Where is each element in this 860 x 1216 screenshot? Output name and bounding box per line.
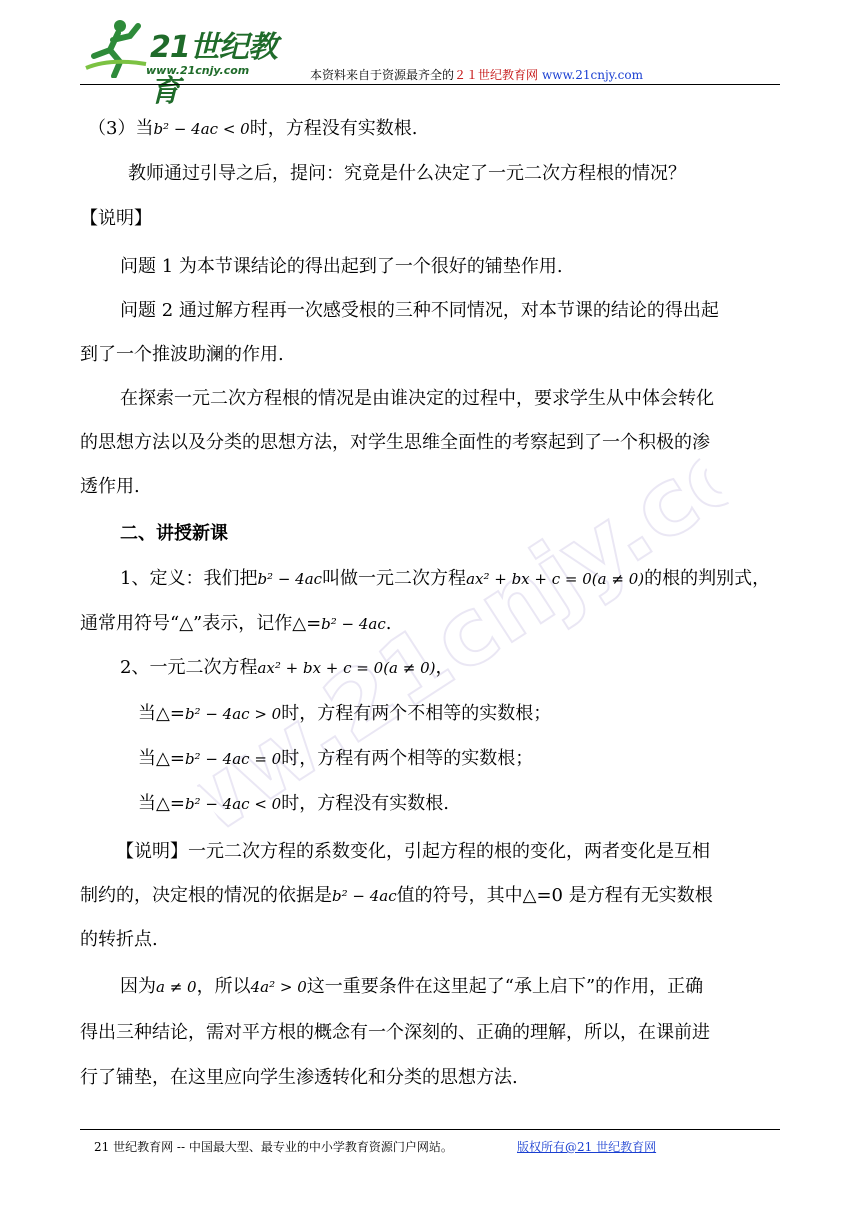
case-negative: 当△=b² − 4ac < 0时，方程没有实数根. [138,793,449,814]
footer-text: 21 世纪教育网 -- 中国最大型、最专业的中小学教育资源门户网站。 [94,1140,453,1154]
footer-divider [80,1129,780,1130]
note-line-2: 制约的，决定根的情况的依据是b² − 4ac值的符号，其中△=0 是方程有无实数根 [80,885,713,906]
header-note-url[interactable]: www.21cnjy.com [542,68,643,82]
case-zero: 当△=b² − 4ac = 0时，方程有两个相等的实数根； [138,748,534,769]
copyright-link[interactable]: 版权所有@21 世纪教育网 [517,1140,657,1154]
paragraph: 在探索一元二次方程根的情况是由谁决定的过程中，要求学生从中体会转化 [120,388,714,409]
section-heading: 二、讲授新课 [120,523,228,544]
case-positive: 当△=b² − 4ac > 0时，方程有两个不相等的实数根； [138,703,552,724]
paragraph: 的思想方法以及分类的思想方法，对学生思维全面性的考察起到了一个积极的渗 [80,432,710,453]
paragraph-line-1: 因为a ≠ 0，所以4a² > 0这一重要条件在这里起了“承上启下”的作用，正确 [120,976,704,997]
definition-line: 1、定义：我们把b² − 4ac叫做一元二次方程ax² + bx + c = 0(a ≠ 0)的根的判别式， [120,568,771,589]
paragraph: 到了一个推波助澜的作用. [80,344,284,365]
paragraph: 问题 2 通过解方程再一次感受根的三种不同情况，对本节课的结论的得出起 [120,300,719,321]
paragraph: 透作用. [80,476,140,497]
math-expr: b² − 4ac < 0 [153,120,250,138]
header-note [310,66,643,83]
definition-line-2: 通常用符号“△”表示，记作△=b² − 4ac. [80,613,392,634]
watermark-text: www.21cnjy.com [164,409,756,871]
explanation-label: 【说明】 [80,208,152,229]
header-note-site: ２１世纪教育网 [454,68,539,82]
site-logo [80,18,285,109]
header-note-prefix: 本资料来自于资源最齐全的 [310,68,455,82]
condition-line-3: （3）当b² − 4ac < 0时，方程没有实数根. [88,118,418,139]
paragraph-line-3: 行了铺垫，在这里应向学生渗透转化和分类的思想方法. [80,1067,518,1088]
runner-logo-icon [80,18,150,78]
paragraph-line-2: 得出三种结论，需对平方根的概念有一个深刻的、正确的理解，所以，在课前进 [80,1022,710,1043]
paragraph: 问题 1 为本节课结论的得出起到了一个很好的铺垫作用. [120,256,563,277]
logo-url: www.21cnjy.com [146,64,250,77]
note-line-1: 【说明】一元二次方程的系数变化，引起方程的根的变化，两者变化是互相 [116,841,710,862]
teacher-question: 教师通过引导之后，提问：究竟是什么决定了一元二次方程根的情况？ [128,163,686,184]
logo-text: 21世纪教育 [150,30,277,109]
header-divider [80,84,780,85]
theorem-line: 2、一元二次方程ax² + bx + c = 0(a ≠ 0)， [120,657,454,678]
note-line-3: 的转折点. [80,929,158,950]
